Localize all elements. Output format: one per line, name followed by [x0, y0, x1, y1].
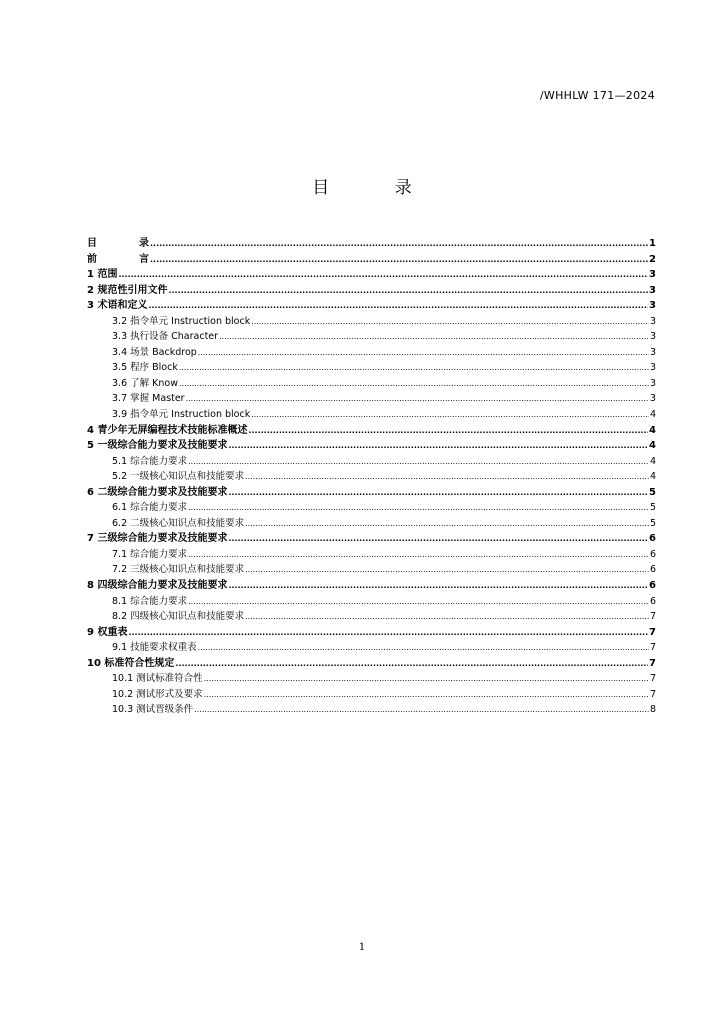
toc-entry[interactable]	[87, 329, 656, 345]
toc-entry[interactable]	[87, 391, 656, 407]
toc-entry-page: 3	[649, 377, 656, 389]
toc-entry-title: 3.4 场景 Backdrop	[112, 346, 197, 358]
toc-leader-dots	[198, 345, 649, 361]
toc-entry[interactable]	[87, 485, 656, 501]
toc-leader-dots	[245, 562, 649, 578]
toc-entry-page: 4	[649, 409, 656, 421]
toc-leader-dots	[188, 547, 649, 563]
toc-entry-page: 3	[649, 346, 656, 358]
toc-entry-title: 7 三级综合能力要求及技能要求	[87, 533, 228, 545]
toc-entry[interactable]	[87, 531, 656, 547]
toc-entry[interactable]	[87, 360, 656, 376]
toc-entry-title: 6.1 综合能力要求	[112, 502, 188, 514]
toc-entry-page: 7	[649, 688, 656, 700]
toc-leader-dots	[179, 376, 649, 392]
toc-entry[interactable]	[87, 236, 656, 252]
toc-entry[interactable]	[87, 407, 656, 423]
toc-entry-page: 6	[649, 533, 656, 545]
toc-entry-page: 4	[649, 455, 656, 467]
toc-entry-page: 5	[649, 502, 656, 514]
toc-entry[interactable]	[87, 640, 656, 656]
toc-entry-title: 10.3 测试晋级条件	[112, 704, 194, 716]
toc-leader-dots	[204, 687, 649, 703]
toc-entry-page: 7	[649, 642, 656, 654]
toc-leader-dots	[118, 267, 648, 283]
toc-entry-page: 3	[649, 315, 656, 327]
toc-leader-dots	[228, 578, 648, 594]
toc-entry[interactable]	[87, 500, 656, 516]
toc-entry-title: 5 一级综合能力要求及技能要求	[87, 440, 228, 452]
toc-leader-dots	[175, 656, 648, 672]
toc-entry-title: 8 四级综合能力要求及技能要求	[87, 580, 228, 592]
toc-entry-page: 3	[649, 393, 656, 405]
toc-leader-dots	[219, 329, 649, 345]
toc-leader-dots	[150, 252, 648, 268]
toc-entry-page: 5	[649, 486, 656, 498]
toc-entry-page: 7	[649, 657, 656, 669]
toc-entry-page: 6	[649, 548, 656, 560]
toc-entry-page: 3	[649, 284, 656, 296]
toc-leader-dots	[150, 236, 648, 252]
toc-entry-page: 3	[649, 331, 656, 343]
toc-leader-dots	[186, 391, 649, 407]
toc-entry-title: 10.1 测试标准符合性	[112, 673, 203, 685]
toc-leader-dots	[168, 283, 648, 299]
toc-leader-dots	[245, 609, 649, 625]
toc-entry[interactable]	[87, 314, 656, 330]
toc-leader-dots	[228, 485, 648, 501]
toc-entry-title: 1 范围	[87, 269, 118, 281]
toc-leader-dots	[251, 407, 649, 423]
toc-entry-title: 2 规范性引用文件	[87, 284, 168, 296]
toc-leader-dots	[248, 423, 648, 439]
toc-entry-page: 6	[649, 580, 656, 592]
toc-entry-title: 6.2 二级核心知识点和技能要求	[112, 517, 245, 529]
toc-entry-page: 3	[649, 362, 656, 374]
toc-entry-page: 4	[649, 440, 656, 452]
toc-entry[interactable]	[87, 609, 656, 625]
toc-entry-page: 7	[649, 673, 656, 685]
toc-entry-page: 4	[649, 424, 656, 436]
toc-entry-title: 10.2 测试形式及要求	[112, 688, 203, 700]
toc-leader-dots	[188, 454, 649, 470]
toc-entry[interactable]	[87, 656, 656, 672]
toc-entry-title: 3.6 了解 Know	[112, 377, 178, 389]
toc-entry[interactable]	[87, 547, 656, 563]
toc-entry[interactable]	[87, 376, 656, 392]
toc-entry-title: 3.5 程序 Block	[112, 362, 178, 374]
toc-leader-dots	[228, 438, 648, 454]
toc-entry[interactable]	[87, 687, 656, 703]
toc-entry-page: 3	[649, 269, 656, 281]
toc-entry[interactable]	[87, 252, 656, 268]
toc-leader-dots	[198, 640, 649, 656]
toc-entry-page: 6	[649, 595, 656, 607]
toc-entry-title: 3 术语和定义	[87, 300, 148, 312]
toc-entry-title: 3.2 指令单元 Instruction block	[112, 315, 251, 327]
toc-entry-title: 9.1 技能要求权重表	[112, 642, 197, 654]
toc-leader-dots	[188, 594, 649, 610]
page-number: 1	[358, 942, 366, 953]
toc-entry-title: 目 录	[87, 238, 149, 249]
table-of-contents	[87, 236, 656, 718]
toc-entry[interactable]	[87, 702, 656, 718]
toc-leader-dots	[251, 314, 649, 330]
toc-entry[interactable]	[87, 516, 656, 532]
toc-entry-page: 1	[649, 238, 656, 249]
toc-entry-page: 6	[649, 564, 656, 576]
toc-entry-title: 10 标准符合性规定	[87, 657, 175, 669]
toc-entry-title: 3.9 指令单元 Instruction block	[112, 409, 251, 421]
toc-entry[interactable]	[87, 578, 656, 594]
toc-leader-dots	[245, 469, 649, 485]
toc-entry-page: 7	[649, 626, 656, 638]
document-code: /WHHLW 171—2024	[539, 89, 655, 102]
toc-entry-title: 9 权重表	[87, 626, 128, 638]
toc-entry-title: 前 言	[87, 253, 149, 265]
toc-entry-page: 5	[649, 517, 656, 529]
toc-leader-dots	[128, 625, 648, 641]
toc-leader-dots	[194, 702, 649, 718]
toc-leader-dots	[179, 360, 649, 376]
toc-entry[interactable]	[87, 594, 656, 610]
toc-leader-dots	[188, 500, 649, 516]
toc-entry-title: 8.2 四级核心知识点和技能要求	[112, 611, 245, 623]
toc-entry-page: 4	[649, 471, 656, 483]
toc-entry-title: 5.2 一级核心知识点和技能要求	[112, 471, 245, 483]
toc-entry-title: 7.2 三级核心知识点和技能要求	[112, 564, 245, 576]
toc-leader-dots	[204, 671, 649, 687]
toc-entry[interactable]	[87, 283, 656, 299]
toc-title: 目 录	[312, 178, 442, 198]
toc-entry-page: 3	[649, 300, 656, 312]
toc-entry[interactable]	[87, 438, 656, 454]
toc-entry[interactable]	[87, 454, 656, 470]
toc-entry[interactable]	[87, 469, 656, 485]
toc-entry-title: 7.1 综合能力要求	[112, 548, 188, 560]
toc-leader-dots	[148, 298, 648, 314]
toc-entry-title: 8.1 综合能力要求	[112, 595, 188, 607]
toc-entry-page: 8	[649, 704, 656, 716]
toc-entry-title: 3.7 掌握 Master	[112, 393, 185, 405]
toc-entry-title: 3.3 执行设备 Character	[112, 331, 219, 343]
toc-entry[interactable]	[87, 345, 656, 361]
toc-entry[interactable]	[87, 267, 656, 283]
toc-entry[interactable]	[87, 298, 656, 314]
toc-entry-title: 5.1 综合能力要求	[112, 455, 188, 467]
toc-leader-dots	[245, 516, 649, 532]
toc-entry[interactable]	[87, 562, 656, 578]
toc-entry-page: 7	[649, 611, 656, 623]
toc-entry[interactable]	[87, 671, 656, 687]
toc-leader-dots	[228, 531, 648, 547]
toc-entry-title: 4 青少年无屏编程技术技能标准概述	[87, 424, 248, 436]
toc-entry[interactable]	[87, 625, 656, 641]
toc-entry-title: 6 二级综合能力要求及技能要求	[87, 486, 228, 498]
toc-entry[interactable]	[87, 423, 656, 439]
toc-entry-page: 2	[649, 253, 656, 265]
